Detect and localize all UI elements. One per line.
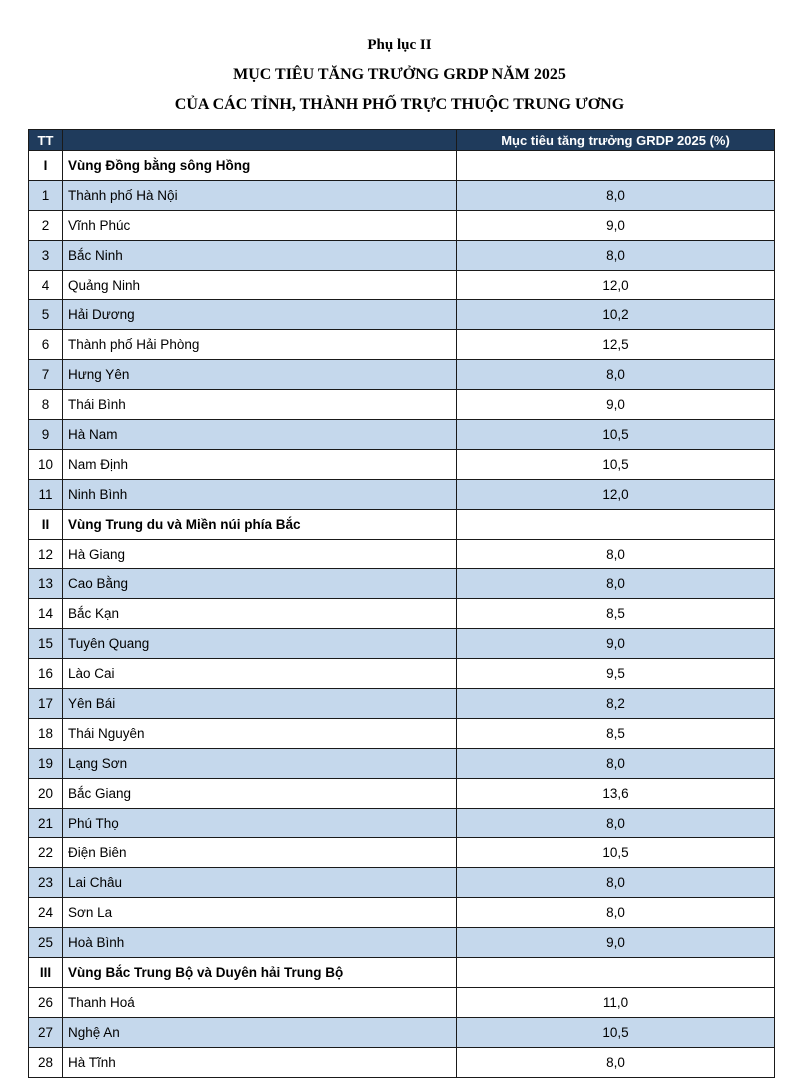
grdp-target-cell: 12,5	[457, 330, 775, 360]
table-row	[29, 449, 775, 479]
table-row	[29, 210, 775, 240]
row-index-cell: 1	[29, 180, 63, 210]
row-index-cell: 27	[29, 1017, 63, 1047]
region-name-cell: Vùng Trung du và Miền núi phía Bắc	[63, 509, 457, 539]
province-name-cell: Hưng Yên	[63, 360, 457, 390]
row-index-cell: 2	[29, 210, 63, 240]
grdp-target-cell: 8,5	[457, 718, 775, 748]
table-row	[29, 270, 775, 300]
row-index-cell: 18	[29, 718, 63, 748]
row-index-cell: 8	[29, 390, 63, 420]
grdp-target-cell: 9,0	[457, 629, 775, 659]
grdp-target-cell: 9,0	[457, 210, 775, 240]
grdp-target-cell: 8,0	[457, 180, 775, 210]
table-row	[29, 360, 775, 390]
province-name-cell: Nam Định	[63, 449, 457, 479]
grdp-target-cell: 8,0	[457, 1047, 775, 1077]
province-name-cell: Bắc Ninh	[63, 240, 457, 270]
province-name-cell: Thái Bình	[63, 390, 457, 420]
province-name-cell: Hà Nam	[63, 420, 457, 450]
table-header-row	[29, 130, 775, 151]
grdp-target-cell: 8,0	[457, 360, 775, 390]
table-row	[29, 898, 775, 928]
header-tt: TT	[29, 130, 63, 151]
grdp-target-cell: 9,0	[457, 928, 775, 958]
header-target: Mục tiêu tăng trưởng GRDP 2025 (%)	[457, 130, 775, 151]
province-name-cell: Thành phố Hà Nội	[63, 180, 457, 210]
table-row	[29, 838, 775, 868]
row-index-cell: 28	[29, 1047, 63, 1077]
province-name-cell: Phú Thọ	[63, 808, 457, 838]
province-name-cell: Hà Giang	[63, 539, 457, 569]
grdp-target-table	[28, 129, 775, 1078]
row-index-cell: I	[29, 151, 63, 181]
region-group-row	[29, 958, 775, 988]
grdp-target-cell	[457, 509, 775, 539]
table-row	[29, 240, 775, 270]
table-row	[29, 659, 775, 689]
grdp-target-cell: 12,0	[457, 270, 775, 300]
table-row	[29, 689, 775, 719]
province-name-cell: Ninh Bình	[63, 479, 457, 509]
province-name-cell: Bắc Kạn	[63, 599, 457, 629]
grdp-target-cell: 8,0	[457, 808, 775, 838]
table-row	[29, 778, 775, 808]
appendix-title: Phụ lục II	[367, 37, 432, 53]
row-index-cell: II	[29, 509, 63, 539]
row-index-cell: 10	[29, 449, 63, 479]
table-row	[29, 1047, 775, 1077]
province-name-cell: Hoà Bình	[63, 928, 457, 958]
table-body	[29, 151, 775, 1078]
table-row	[29, 808, 775, 838]
table-row	[29, 569, 775, 599]
grdp-target-cell	[457, 151, 775, 181]
table-row	[29, 928, 775, 958]
main-title: MỤC TIÊU TĂNG TRƯỞNG GRDP NĂM 2025	[233, 66, 566, 83]
province-name-cell: Yên Bái	[63, 689, 457, 719]
grdp-target-cell: 10,5	[457, 420, 775, 450]
row-index-cell: 6	[29, 330, 63, 360]
row-index-cell: 24	[29, 898, 63, 928]
table-row	[29, 479, 775, 509]
row-index-cell: 9	[29, 420, 63, 450]
row-index-cell: 5	[29, 300, 63, 330]
grdp-target-cell: 11,0	[457, 987, 775, 1017]
grdp-target-cell: 8,0	[457, 240, 775, 270]
province-name-cell: Bắc Giang	[63, 778, 457, 808]
grdp-target-cell: 8,5	[457, 599, 775, 629]
row-index-cell: 16	[29, 659, 63, 689]
province-name-cell: Tuyên Quang	[63, 629, 457, 659]
region-name-cell: Vùng Bắc Trung Bộ và Duyên hải Trung Bộ	[63, 958, 457, 988]
row-index-cell: 17	[29, 689, 63, 719]
province-name-cell: Quảng Ninh	[63, 270, 457, 300]
region-name-cell: Vùng Đồng bằng sông Hồng	[63, 151, 457, 181]
grdp-target-cell: 8,0	[457, 868, 775, 898]
row-index-cell: 13	[29, 569, 63, 599]
row-index-cell: 20	[29, 778, 63, 808]
grdp-target-cell: 10,5	[457, 449, 775, 479]
row-index-cell: 21	[29, 808, 63, 838]
table-row	[29, 390, 775, 420]
table-row	[29, 330, 775, 360]
table-row	[29, 180, 775, 210]
grdp-target-cell: 9,0	[457, 390, 775, 420]
grdp-target-cell: 8,0	[457, 539, 775, 569]
row-index-cell: 11	[29, 479, 63, 509]
grdp-target-cell: 12,0	[457, 479, 775, 509]
table-row	[29, 748, 775, 778]
row-index-cell: 14	[29, 599, 63, 629]
province-name-cell: Hải Dương	[63, 300, 457, 330]
table-row	[29, 1017, 775, 1047]
province-name-cell: Vĩnh Phúc	[63, 210, 457, 240]
header-name	[63, 130, 457, 151]
table-row	[29, 420, 775, 450]
province-name-cell: Thanh Hoá	[63, 987, 457, 1017]
table-row	[29, 868, 775, 898]
row-index-cell: 15	[29, 629, 63, 659]
row-index-cell: 25	[29, 928, 63, 958]
grdp-target-cell: 8,0	[457, 748, 775, 778]
region-group-row	[29, 151, 775, 181]
grdp-target-cell: 10,2	[457, 300, 775, 330]
province-name-cell: Thái Nguyên	[63, 718, 457, 748]
province-name-cell: Lai Châu	[63, 868, 457, 898]
row-index-cell: 22	[29, 838, 63, 868]
grdp-target-cell: 10,5	[457, 1017, 775, 1047]
row-index-cell: 7	[29, 360, 63, 390]
grdp-target-cell: 9,5	[457, 659, 775, 689]
row-index-cell: 26	[29, 987, 63, 1017]
table-row	[29, 599, 775, 629]
province-name-cell: Cao Bằng	[63, 569, 457, 599]
grdp-target-cell: 10,5	[457, 838, 775, 868]
region-group-row	[29, 509, 775, 539]
grdp-target-cell: 13,6	[457, 778, 775, 808]
subtitle: CỦA CÁC TỈNH, THÀNH PHỐ TRỰC THUỘC TRUNG ƯƠNG	[174, 96, 625, 113]
table-row	[29, 987, 775, 1017]
province-name-cell: Hà Tĩnh	[63, 1047, 457, 1077]
grdp-target-cell: 8,0	[457, 569, 775, 599]
grdp-target-cell: 8,2	[457, 689, 775, 719]
table-row	[29, 539, 775, 569]
province-name-cell: Nghệ An	[63, 1017, 457, 1047]
province-name-cell: Điện Biên	[63, 838, 457, 868]
row-index-cell: III	[29, 958, 63, 988]
province-name-cell: Lạng Sơn	[63, 748, 457, 778]
province-name-cell: Sơn La	[63, 898, 457, 928]
table-row	[29, 718, 775, 748]
grdp-target-cell	[457, 958, 775, 988]
row-index-cell: 19	[29, 748, 63, 778]
grdp-target-cell: 8,0	[457, 898, 775, 928]
province-name-cell: Lào Cai	[63, 659, 457, 689]
province-name-cell: Thành phố Hải Phòng	[63, 330, 457, 360]
document-title-block	[0, 30, 799, 120]
table-row	[29, 300, 775, 330]
row-index-cell: 23	[29, 868, 63, 898]
table-row	[29, 629, 775, 659]
row-index-cell: 12	[29, 539, 63, 569]
row-index-cell: 3	[29, 240, 63, 270]
row-index-cell: 4	[29, 270, 63, 300]
